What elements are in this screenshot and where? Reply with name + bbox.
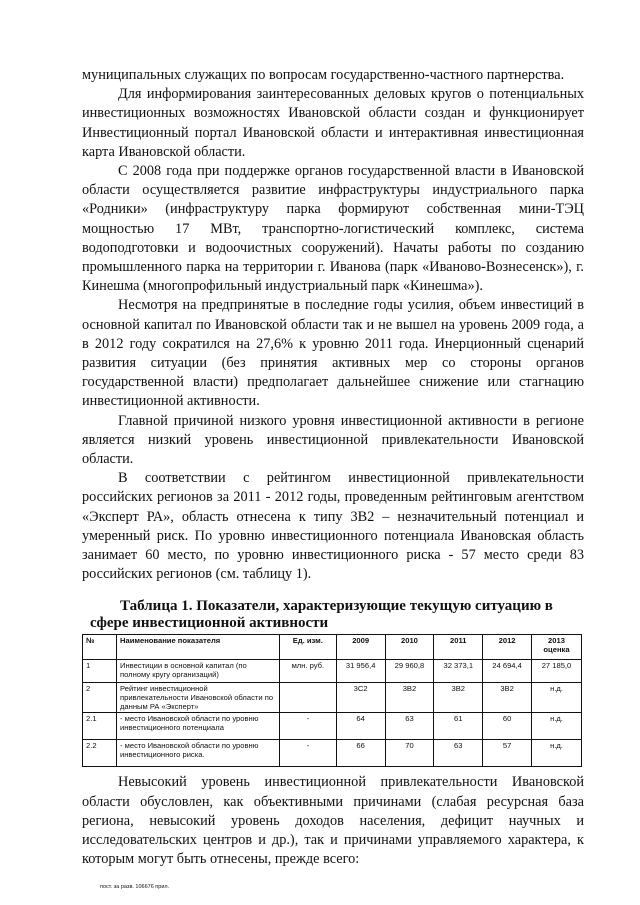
table-cell: - bbox=[279, 713, 336, 740]
table-title-line2: сфере инвестиционной активности bbox=[90, 615, 329, 632]
paragraph: муниципальных служащих по вопросам государственно-частного партнерства. bbox=[82, 67, 565, 83]
table-cell: 2 bbox=[83, 683, 117, 713]
table-cell: 66 bbox=[336, 740, 385, 767]
table-title bbox=[82, 598, 584, 632]
after-table-paragraph: Невысокий уровень инвестиционной привлекательности Ивановской области обусловлен, как объективными причинами (слабая ресурсная база региона, невысокий уровень доходов населения, дефицит научных и исследовательских центров и др.), так и причинами управляемого характера, к которым могут быть отнесены, прежде всего: bbox=[82, 774, 584, 868]
table-header-cell: 2011 bbox=[434, 635, 483, 660]
table-row bbox=[83, 740, 582, 767]
table-body bbox=[83, 660, 582, 767]
table-header-cell: 2012 bbox=[483, 635, 532, 660]
indicators-table bbox=[82, 634, 582, 767]
table-cell: 3С2 bbox=[336, 683, 385, 713]
table-cell: 3В2 bbox=[434, 683, 483, 713]
table-cell: 61 bbox=[434, 713, 483, 740]
table-cell: 60 bbox=[483, 713, 532, 740]
paragraph: Несмотря на предпринятые в последние годы усилия, объем инвестиций в основной капитал по Ивановской области так и не вышел на уровень 2009 года, а в 2012 году сократился на 27,6% к уровню 2011 года. Инерционный сценарий развития ситуации (без принятия активных мер со стороны органов государственной власти) предполагает дальнейшее снижение или стагнацию инвестиционной активности. bbox=[82, 297, 584, 410]
table-cell: 63 bbox=[434, 740, 483, 767]
table-cell: 3В2 bbox=[385, 683, 434, 713]
table-cell: 3В2 bbox=[483, 683, 532, 713]
table-cell: 27 185,0 bbox=[531, 660, 581, 683]
table-cell: н.д. bbox=[531, 740, 581, 767]
table-cell: млн. руб. bbox=[279, 660, 336, 683]
table-header-cell: № bbox=[83, 635, 117, 660]
table-cell: Рейтинг инвестиционной привлекательности Ивановской области по данным РА «Эксперт» bbox=[116, 683, 279, 713]
body-text bbox=[82, 66, 584, 584]
paragraph: Главной причиной низкого уровня инвестиционной активности в регионе является низкий уровень инвестиционной привлекательности Ивановской области. bbox=[82, 412, 584, 468]
document-page bbox=[82, 66, 584, 870]
table-row bbox=[83, 683, 582, 713]
table-cell: 63 bbox=[385, 713, 434, 740]
table-cell: 2.1 bbox=[83, 713, 117, 740]
table-cell bbox=[279, 683, 336, 713]
table-cell: н.д. bbox=[531, 683, 581, 713]
table-cell: н.д. bbox=[531, 713, 581, 740]
table-cell: 32 373,1 bbox=[434, 660, 483, 683]
table-header-cell: 2009 bbox=[336, 635, 385, 660]
table-cell: Инвестиции в основной капитал (по полному кругу организаций) bbox=[116, 660, 279, 683]
table-header-cell: 2010 bbox=[385, 635, 434, 660]
paragraph: В соответствии с рейтингом инвестиционной привлекательности российских регионов за 2011 - 2012 годы, проведенным рейтинговым агентством «Эксперт РА», область отнесена к типу 3В2 – незначительный потенциал и умеренный риск. По уровню инвестиционного потенциала Ивановская область занимает 60 место, по уровню инвестиционного риска - 57 место среди 83 российских регионов (см. таблицу 1). bbox=[82, 470, 584, 583]
table-row bbox=[83, 713, 582, 740]
table-row bbox=[83, 660, 582, 683]
table-cell: - bbox=[279, 740, 336, 767]
table-header-row bbox=[83, 635, 582, 660]
paragraph: С 2008 года при поддержке органов государственной власти в Ивановской области осуществляется развитие инфраструктуры индустриального парка «Родники» (инфраструктуру парка формируют собственная мини-ТЭЦ мощностью 17 МВт, транспортно-логистический комплекс, система водоподготовки и водоочистных сооружений). Начаты работы по созданию промышленного парка на территории г. Иванова (парк «Иваново-Вознесенск»), г. Кинешма (многопрофильный индустриальный парк «Кинешма»). bbox=[82, 163, 584, 295]
table-cell: 24 694,4 bbox=[483, 660, 532, 683]
table-cell: 29 960,8 bbox=[385, 660, 434, 683]
footer-note: пост. за разв. 106676 прил. bbox=[100, 884, 170, 890]
table-cell: 64 bbox=[336, 713, 385, 740]
paragraph: Для информирования заинтересованных деловых кругов о потенциальных инвестиционных возможностях Ивановской области создан и функционирует Инвестиционный портал Ивановской области и интерактивная инвестиционная карта Ивановской области. bbox=[82, 86, 584, 160]
table-cell: - место Ивановской области по уровню инвестиционного потенциала bbox=[116, 713, 279, 740]
table-cell: 31 956,4 bbox=[336, 660, 385, 683]
table-header-cell: Наименование показателя bbox=[116, 635, 279, 660]
table-cell: - место Ивановской области по уровню инвестиционного риска. bbox=[116, 740, 279, 767]
table-title-line1: Таблица 1. Показатели, характеризующие текущую ситуацию в bbox=[120, 598, 553, 615]
table-cell: 70 bbox=[385, 740, 434, 767]
table-header-cell: Ед. изм. bbox=[279, 635, 336, 660]
table-cell: 57 bbox=[483, 740, 532, 767]
table-cell: 2.2 bbox=[83, 740, 117, 767]
table-header-cell: 2013 оценка bbox=[531, 635, 581, 660]
table-cell: 1 bbox=[83, 660, 117, 683]
